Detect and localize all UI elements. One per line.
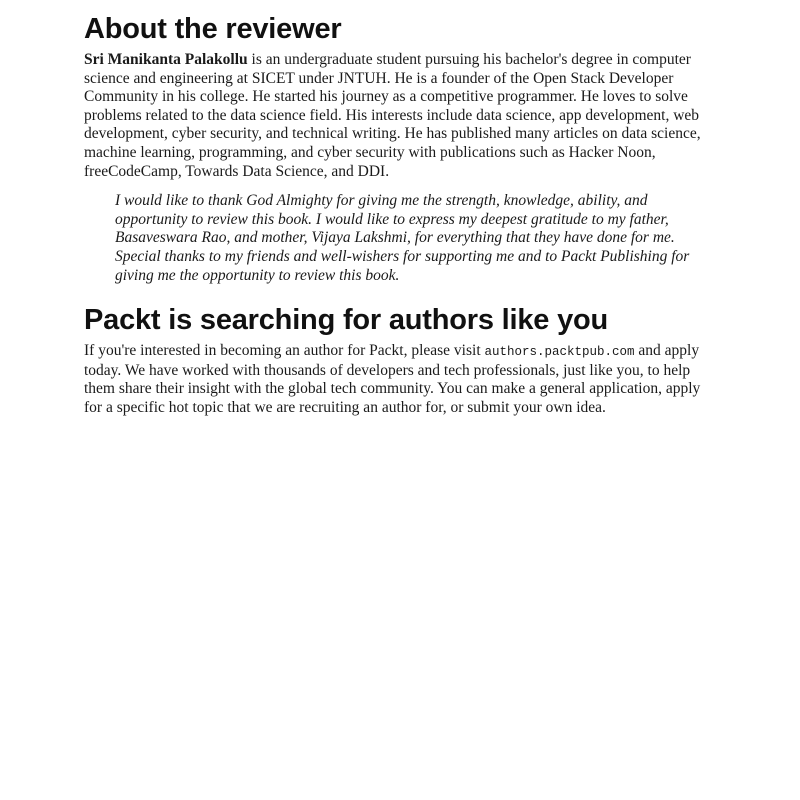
- packt-authors-section: [84, 303, 714, 417]
- document-page: [84, 12, 714, 418]
- packt-authors-heading: Packt is searching for authors like you: [84, 304, 609, 337]
- reviewer-bio-text: is an undergraduate student pursuing his bachelor's degree in computer science and engineering at SICET under JNTUH. He is a founder of the Open Stack Developer Community in his college. He started his journey as a competitive programmer. He loves to solve problems related to the data science field. His interests include data science, app development, web development, cyber security, and technical writing. He has published many articles on data science, machine learning, programming, and cyber security with publications such as Hacker Noon, freeCodeCamp, Towards Data Science, and DDI.: [84, 51, 701, 180]
- reviewer-name: Sri Manikanta Palakollu: [84, 51, 248, 68]
- reviewer-bio-paragraph: [84, 51, 714, 181]
- packt-authors-paragraph: [84, 342, 714, 417]
- packt-authors-link[interactable]: authors.packtpub.com: [484, 345, 635, 360]
- reviewer-acknowledgement: I would like to thank God Almighty for giving me the strength, knowledge, ability, and opportunity to review this book. I would like to express my deepest gratitude to my father, Basaveswara Rao, and mother, Vijaya Lakshmi, for everything that they have done for me. Special thanks to my friends and well-wishers for supporting me and to Packt Publishing for giving me the opportunity to review this book.: [115, 192, 690, 284]
- packt-text-before-link: If you're interested in becoming an author for Packt, please visit: [84, 342, 485, 360]
- packt-text-after-link: and apply today. We have worked with thousands of developers and tech professionals, just like you, to help them share their insight with the global tech community. You can make a general application, apply for a specific hot topic that we are recruiting an author for, or submit your own idea.: [84, 342, 701, 416]
- about-reviewer-heading: About the reviewer: [84, 13, 342, 45]
- about-reviewer-section: [84, 12, 714, 285]
